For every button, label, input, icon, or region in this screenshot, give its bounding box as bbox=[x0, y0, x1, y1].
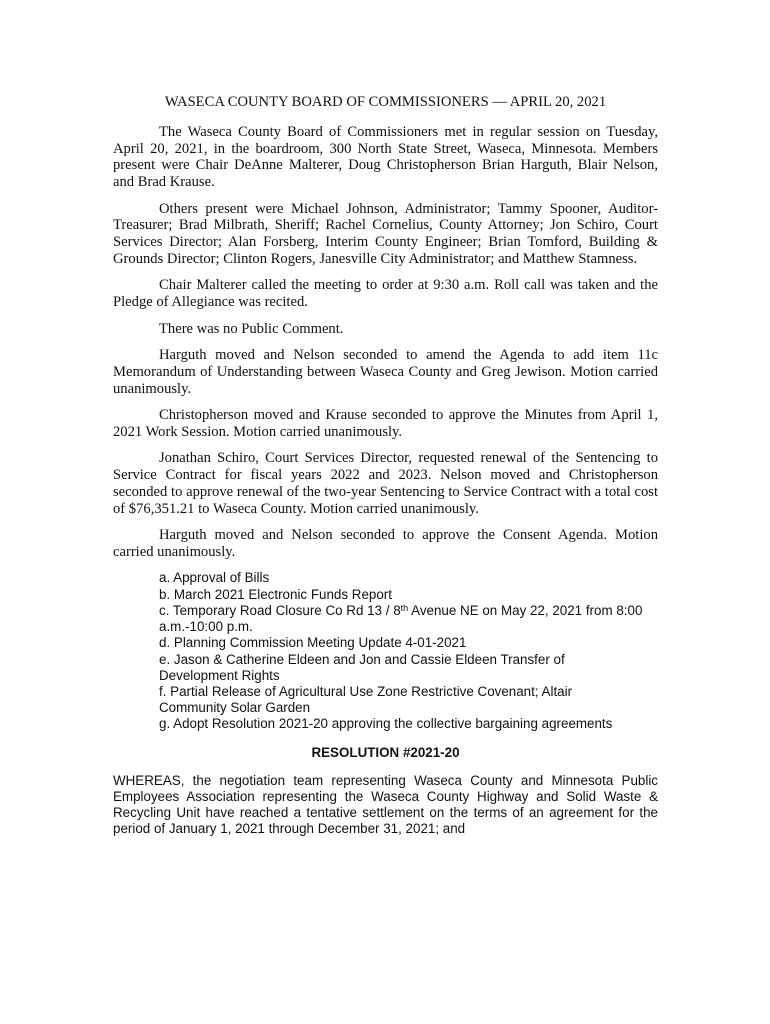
list-item: f. Partial Release of Agricultural Use Zone Restrictive Covenant; Altair Community Solar Garden bbox=[159, 683, 573, 716]
consent-agenda-list bbox=[159, 570, 658, 732]
public-comment-paragraph: There was no Public Comment. bbox=[159, 320, 344, 337]
consent-agenda-paragraph: Harguth moved and Nelson seconded to approve the Consent Agenda. Motion carried unanimously. bbox=[113, 526, 658, 560]
minutes-approval-paragraph: Christopherson moved and Krause seconded to approve the Minutes from April 1, 2021 Work Session. Motion carried unanimously. bbox=[113, 406, 658, 440]
list-item: e. Jason & Catherine Eldeen and Jon and Cassie Eldeen Transfer of Development Rights bbox=[159, 651, 565, 683]
list-item: g. Adopt Resolution 2021-20 approving the collective bargaining agreements bbox=[159, 716, 613, 732]
opening-paragraph: The Waseca County Board of Commissioners met in regular session on Tuesday, April 20, 2021, in the boardroom, 300 North State Street, Waseca, Minnesota. Members present were Chair DeAnne Malterer, Doug Christopherson Brian Harguth, Blair Nelson, and Brad Krause. bbox=[113, 123, 658, 191]
list-item: a. Approval of Bills bbox=[159, 570, 270, 586]
document-title: WASECA COUNTY BOARD OF COMMISSIONERS — APRIL 20, 2021 bbox=[164, 94, 607, 110]
resolution-title: RESOLUTION #2021-20 bbox=[311, 744, 460, 760]
resolution-whereas: WHEREAS, the negotiation team representing Waseca County and Minnesota Public Employees Association representing the Waseca County Highway and Solid Waste & Recycling Unit have reached a tentative settlement on the terms of an agreement for the period of January 1, 2021 through December 31, 2021; and bbox=[113, 772, 658, 837]
list-item-text: c. Temporary Road Closure Co Rd 13 / 8 bbox=[159, 602, 401, 618]
list-item bbox=[159, 603, 658, 635]
sentencing-contract-paragraph: Jonathan Schiro, Court Services Director, requested renewal of the Sentencing to Service Contract for fiscal years 2022 and 2023. Nelson moved and Christopherson seconded to approve renewal of the two-year Sentencing to Service Contract with a total cost of $76,351.21 to Waseca County. Motion carried unanimously. bbox=[113, 450, 658, 517]
list-item: d. Planning Commission Meeting Update 4-01-2021 bbox=[159, 635, 467, 651]
minutes-page bbox=[113, 94, 658, 838]
agenda-amendment-paragraph: Harguth moved and Nelson seconded to amend the Agenda to add item 11c Memorandum of Understanding between Waseca County and Greg Jewison. Motion carried unanimously. bbox=[113, 346, 658, 397]
call-to-order-paragraph: Chair Malterer called the meeting to order at 9:30 a.m. Roll call was taken and the Pledge of Allegiance was recited. bbox=[113, 277, 658, 311]
others-present-paragraph: Others present were Michael Johnson, Administrator; Tammy Spooner, Auditor-Treasurer; Brad Milbrath, Sheriff; Rachel Cornelius, County Attorney; Jon Schiro, Court Services Director; Alan Forsberg, Interim County Engineer; Brian Tomford, Building & Grounds Director; Clinton Rogers, Janesville City Administrator; and Matthew Stamness. bbox=[113, 200, 658, 267]
list-item-text: Avenue NE on May 22, 2021 from 8:00 a.m.-10:00 p.m. bbox=[159, 602, 643, 635]
list-item: b. March 2021 Electronic Funds Report bbox=[159, 586, 392, 602]
ordinal-suffix: th bbox=[400, 602, 409, 613]
